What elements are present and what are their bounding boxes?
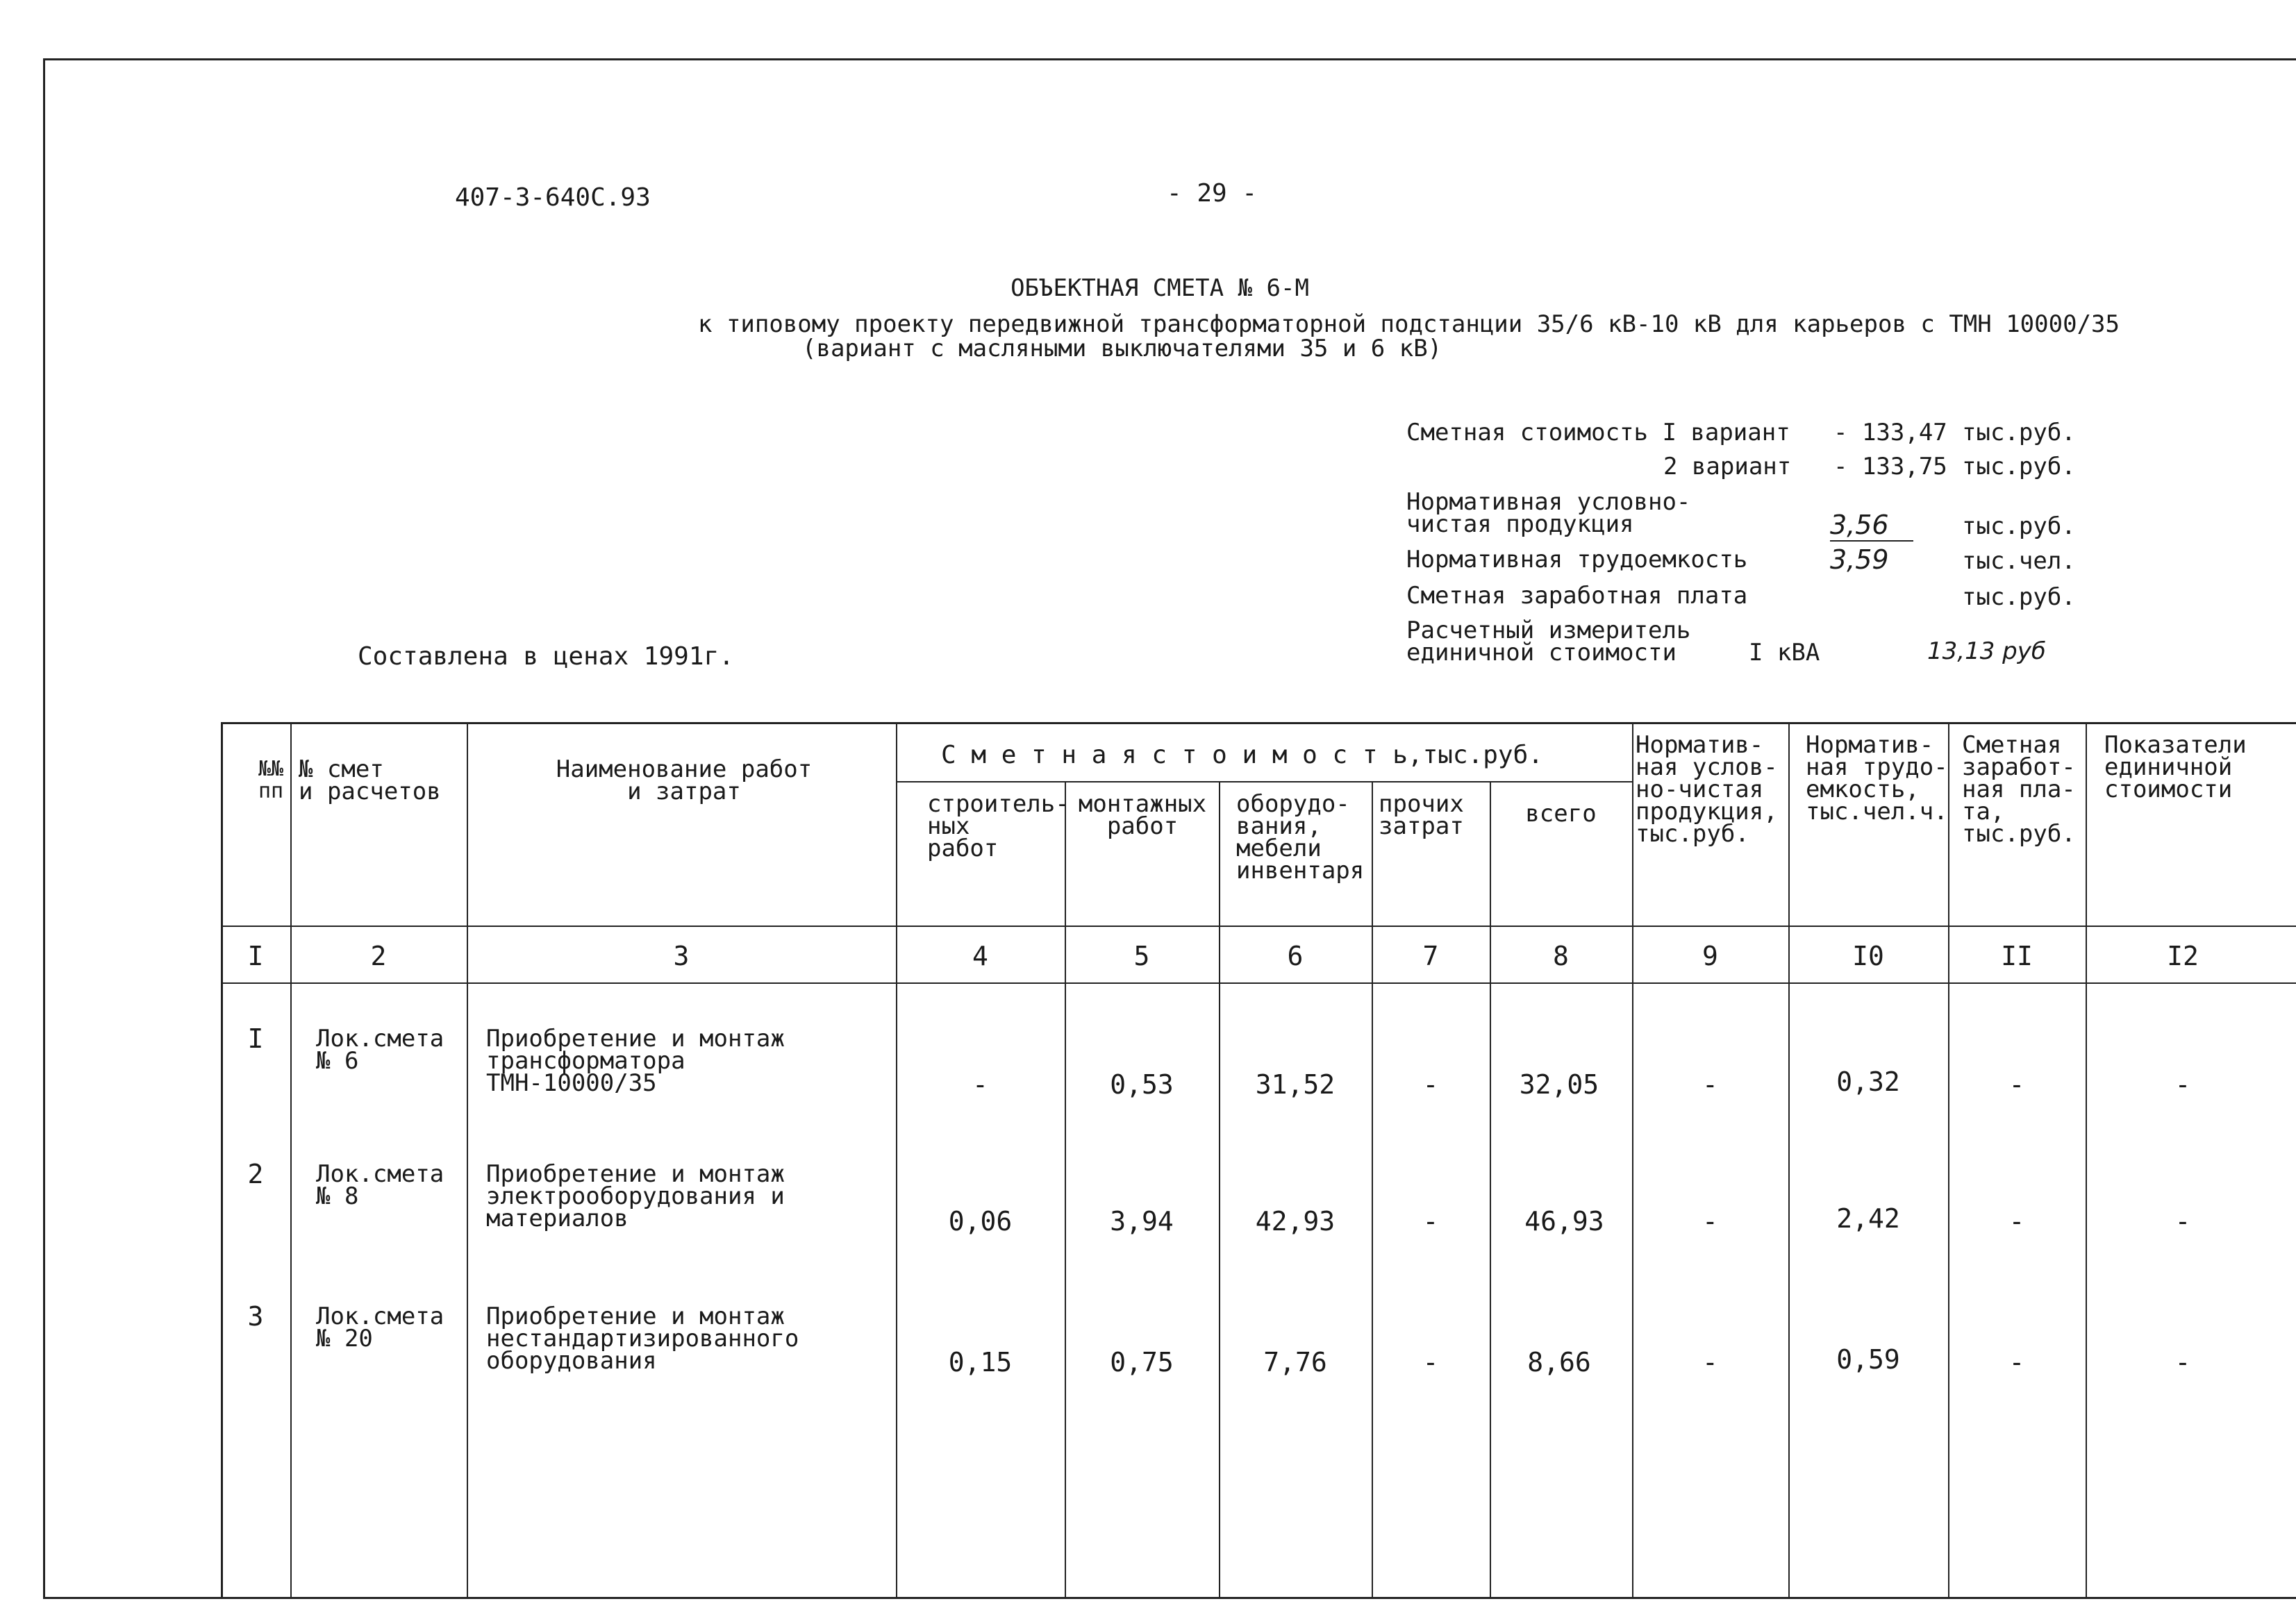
row-construction: 0,06 xyxy=(948,1206,1013,1237)
variant2-unit: тыс.руб. xyxy=(1962,453,2076,480)
col-number: 5 xyxy=(1133,941,1150,971)
header-norm-product: Норматив- ная услов- но-чистая продукция, тыс.руб. xyxy=(1636,731,1778,848)
col-number: I0 xyxy=(1852,941,1884,971)
document-code: 407-3-640С.93 xyxy=(455,183,651,212)
header-total: всего xyxy=(1525,800,1597,828)
col-number: 4 xyxy=(972,941,988,971)
row-num: 3 xyxy=(247,1301,264,1332)
variant1-value: - 133,47 xyxy=(1833,419,1947,446)
col-number: 9 xyxy=(1702,941,1718,971)
row-installation: 0,75 xyxy=(1110,1347,1174,1378)
row-total: 46,93 xyxy=(1524,1206,1604,1237)
cost-group-divider xyxy=(896,781,1632,782)
header-equipment: оборудо- вания, мебели инвентаря xyxy=(1236,790,1365,885)
row-estimate: Лок.смета № 20 xyxy=(316,1303,444,1353)
header-indicators: Показатели единичной стоимости xyxy=(2104,731,2247,803)
col-number: II xyxy=(2001,941,2033,971)
cost-label: Сметная стоимость I вариант xyxy=(1406,419,1790,446)
row-salary: - xyxy=(2008,1069,2025,1100)
row-norm-product: - xyxy=(1702,1206,1718,1237)
col-line-7 xyxy=(1490,781,1491,1598)
header-cost-group: С м е т н а я с т о и м о с т ь,тыс.руб. xyxy=(941,741,1543,769)
col-line-6 xyxy=(1372,781,1373,1598)
normative-product-unit: тыс.руб. xyxy=(1962,512,2076,540)
row-indicators: - xyxy=(2174,1347,2191,1378)
page-frame-top xyxy=(43,58,2296,60)
normative-product-label-2: чистая продукция xyxy=(1406,510,1634,538)
variant2-value: - 133,75 xyxy=(1833,453,1947,480)
header-estimate: № смет и расчетов xyxy=(299,755,441,805)
row-construction: - xyxy=(972,1069,988,1100)
row-norm-product: - xyxy=(1702,1347,1718,1378)
row-norm-labor: 0,32 xyxy=(1836,1066,1900,1097)
col-line-0 xyxy=(221,722,223,1598)
document-subtitle-line-1: к типовому проекту передвижной трансформаторной подстанции 35/6 кВ-10 кВ для карьеров с ТМН 10000/35 xyxy=(698,310,2120,338)
header-name: Наименование работ и затрат xyxy=(556,755,813,805)
col-line-2 xyxy=(467,722,468,1598)
salary-label: Сметная заработная плата xyxy=(1406,582,1748,610)
row-name: Приобретение и монтаж трансформатора ТМН-10000/35 xyxy=(486,1025,785,1097)
header-salary: Сметная заработ- ная пла- та, тыс.руб. xyxy=(1962,731,2076,848)
col-number: 8 xyxy=(1553,941,1569,971)
row-salary: - xyxy=(2008,1206,2025,1237)
header-construction: строитель- ных работ xyxy=(927,790,1070,862)
page-frame-left xyxy=(43,58,45,1598)
row-num: 2 xyxy=(247,1159,264,1189)
row-installation: 0,53 xyxy=(1110,1069,1174,1100)
row-equipment: 31,52 xyxy=(1255,1069,1336,1100)
col-number: 6 xyxy=(1287,941,1304,971)
page-number: - 29 - xyxy=(1167,179,1258,208)
table-top-border xyxy=(221,722,2296,724)
measure-label-2: единичной стоимости xyxy=(1406,639,1677,667)
col-line-1 xyxy=(290,722,292,1598)
row-estimate: Лок.смета № 6 xyxy=(316,1025,444,1075)
col-number: 3 xyxy=(673,941,690,971)
row-equipment: 42,93 xyxy=(1255,1206,1336,1237)
variant2-label: 2 вариант xyxy=(1663,453,1792,480)
labor-unit: тыс.чел. xyxy=(1962,547,2076,575)
col-number: I2 xyxy=(2167,941,2199,971)
row-estimate: Лок.смета № 8 xyxy=(316,1160,444,1210)
salary-unit: тыс.руб. xyxy=(1962,583,2076,611)
col-number: I xyxy=(247,941,264,971)
row-construction: 0,15 xyxy=(948,1347,1013,1378)
row-name: Приобретение и монтаж электрооборудования и материалов xyxy=(486,1160,785,1232)
row-installation: 3,94 xyxy=(1110,1206,1174,1237)
measure-value: 13,13 руб xyxy=(1927,637,2046,665)
prices-note: Составлена в ценах 1991г. xyxy=(358,642,734,671)
col-line-3 xyxy=(896,722,897,1598)
row-other: - xyxy=(1422,1206,1439,1237)
row-other: - xyxy=(1422,1069,1439,1100)
document-title: ОБЪЕКТНАЯ СМЕТА № 6-М xyxy=(1010,274,1309,302)
document-subtitle-line-2: (вариант с масляными выключателями 35 и 6 кВ) xyxy=(802,335,1442,362)
header-installation: монтажных работ xyxy=(1078,790,1207,840)
row-salary: - xyxy=(2008,1347,2025,1378)
measure-label-1: Расчетный измеритель xyxy=(1406,617,1691,644)
col-line-10 xyxy=(1948,722,1949,1598)
row-total: 8,66 xyxy=(1527,1347,1591,1378)
measure-unit: I кВА xyxy=(1749,639,1820,667)
page-frame-bottom xyxy=(43,1597,2296,1599)
col-line-11 xyxy=(2086,722,2087,1598)
col-line-4 xyxy=(1065,781,1066,1598)
normative-product-label-1: Нормативная условно- xyxy=(1406,488,1691,516)
normative-product-value: 3,56 xyxy=(1830,510,1913,542)
row-norm-labor: 0,59 xyxy=(1836,1344,1900,1375)
variant1-unit: тыс.руб. xyxy=(1962,419,2076,446)
col-line-8 xyxy=(1632,722,1633,1598)
row-norm-product: - xyxy=(1702,1069,1718,1100)
row-total: 32,05 xyxy=(1519,1069,1599,1100)
col-line-9 xyxy=(1788,722,1790,1598)
row-indicators: - xyxy=(2174,1206,2191,1237)
col-line-5 xyxy=(1219,781,1220,1598)
row-equipment: 7,76 xyxy=(1263,1347,1327,1378)
row-norm-labor: 2,42 xyxy=(1836,1203,1900,1234)
labor-value: 3,59 xyxy=(1830,544,1889,575)
row-other: - xyxy=(1422,1347,1439,1378)
row-indicators: - xyxy=(2174,1069,2191,1100)
col-number: 2 xyxy=(370,941,387,971)
header-num: №№ пп xyxy=(258,757,284,803)
col-number: 7 xyxy=(1422,941,1439,971)
col-numbers-bottom-line xyxy=(221,982,2296,984)
labor-label: Нормативная трудоемкость xyxy=(1406,546,1748,574)
header-other: прочих затрат xyxy=(1379,790,1464,840)
row-num: I xyxy=(247,1023,264,1054)
row-name: Приобретение и монтаж нестандартизированного оборудования xyxy=(486,1303,799,1375)
header-norm-labor: Норматив- ная трудо- емкость, тыс.чел.ч. xyxy=(1806,731,1948,826)
header-bottom-line xyxy=(221,926,2296,927)
